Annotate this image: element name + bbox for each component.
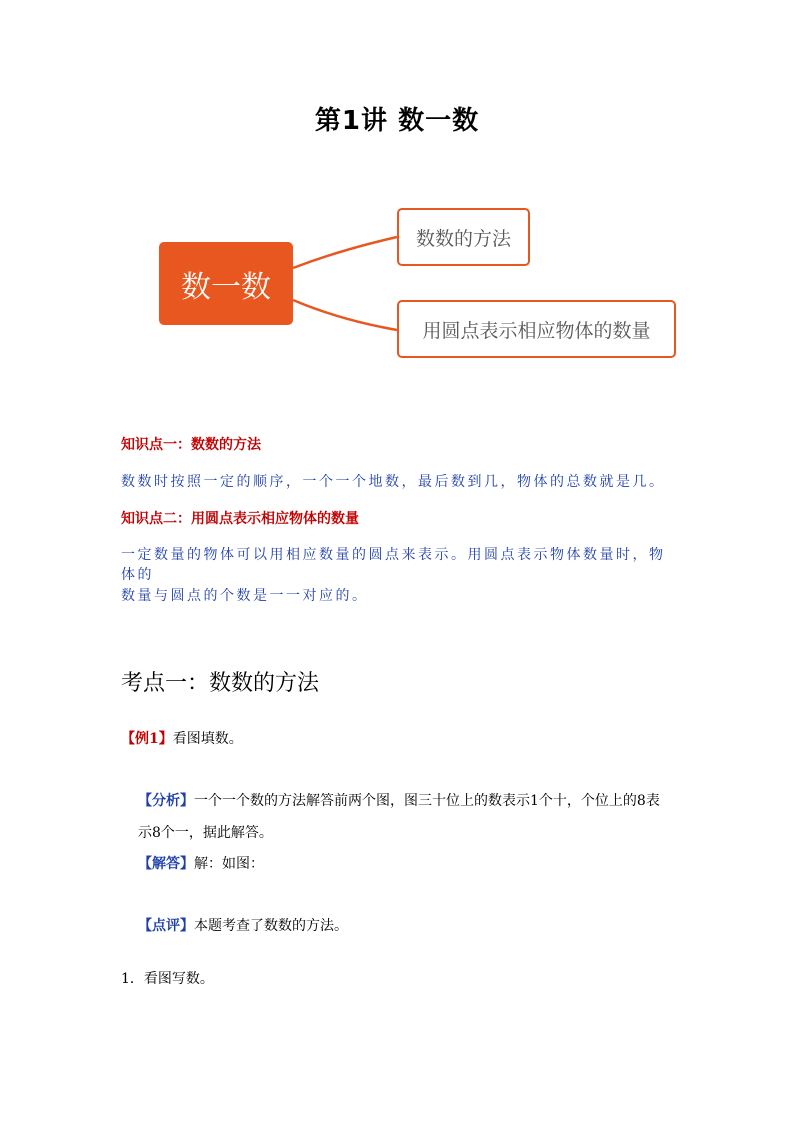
answer-line bbox=[138, 853, 264, 873]
mindmap-node-counting-method: 数数的方法 bbox=[397, 208, 530, 266]
knowledge-point-2-body-line1: 一定数量的物体可以用相应数量的圆点来表示。用圆点表示物体数量时，物体的 bbox=[121, 547, 666, 583]
connector-2 bbox=[293, 300, 397, 330]
example-tag: 【例1】 bbox=[121, 731, 173, 747]
section-heading: 考点一：数数的方法 bbox=[121, 671, 320, 696]
answer-tag: 【解答】 bbox=[138, 856, 194, 872]
exercise-number: 1． bbox=[121, 971, 144, 987]
knowledge-point-1-title: 知识点一：数数的方法 bbox=[121, 437, 261, 453]
answer-text: 解：如图： bbox=[194, 856, 264, 872]
example-text: 看图填数。 bbox=[172, 731, 243, 747]
comment-tag: 【点评】 bbox=[138, 918, 194, 934]
analysis-text-1: 一个一个数的方法解答前两个图，图三十位上的数表示1个十，个位上的8表 bbox=[194, 793, 660, 809]
exercise-1 bbox=[121, 968, 214, 988]
analysis-line-1 bbox=[138, 790, 660, 810]
analysis-tag: 【分析】 bbox=[138, 793, 194, 809]
knowledge-point-1-body: 数数时按照一定的顺序，一个一个地数，最后数到几，物体的总数就是几。 bbox=[121, 474, 666, 490]
comment-line bbox=[138, 915, 348, 935]
comment-text: 本题考查了数数的方法。 bbox=[194, 918, 348, 934]
knowledge-point-2-title: 知识点二：用圆点表示相应物体的数量 bbox=[121, 511, 359, 527]
analysis-line-2: 示8个一，据此解答。 bbox=[138, 825, 273, 841]
mindmap-node-dot-representation: 用圆点表示相应物体的数量 bbox=[397, 300, 676, 358]
connector-1 bbox=[293, 237, 397, 268]
exercise-text: 看图写数。 bbox=[143, 971, 214, 987]
knowledge-point-2-body-line2: 数量与圆点的个数是一一对应的。 bbox=[121, 588, 369, 604]
page-title: 第1讲 数一数 bbox=[314, 106, 480, 136]
mindmap-root: 数一数 bbox=[159, 242, 293, 325]
example-1 bbox=[121, 728, 243, 748]
